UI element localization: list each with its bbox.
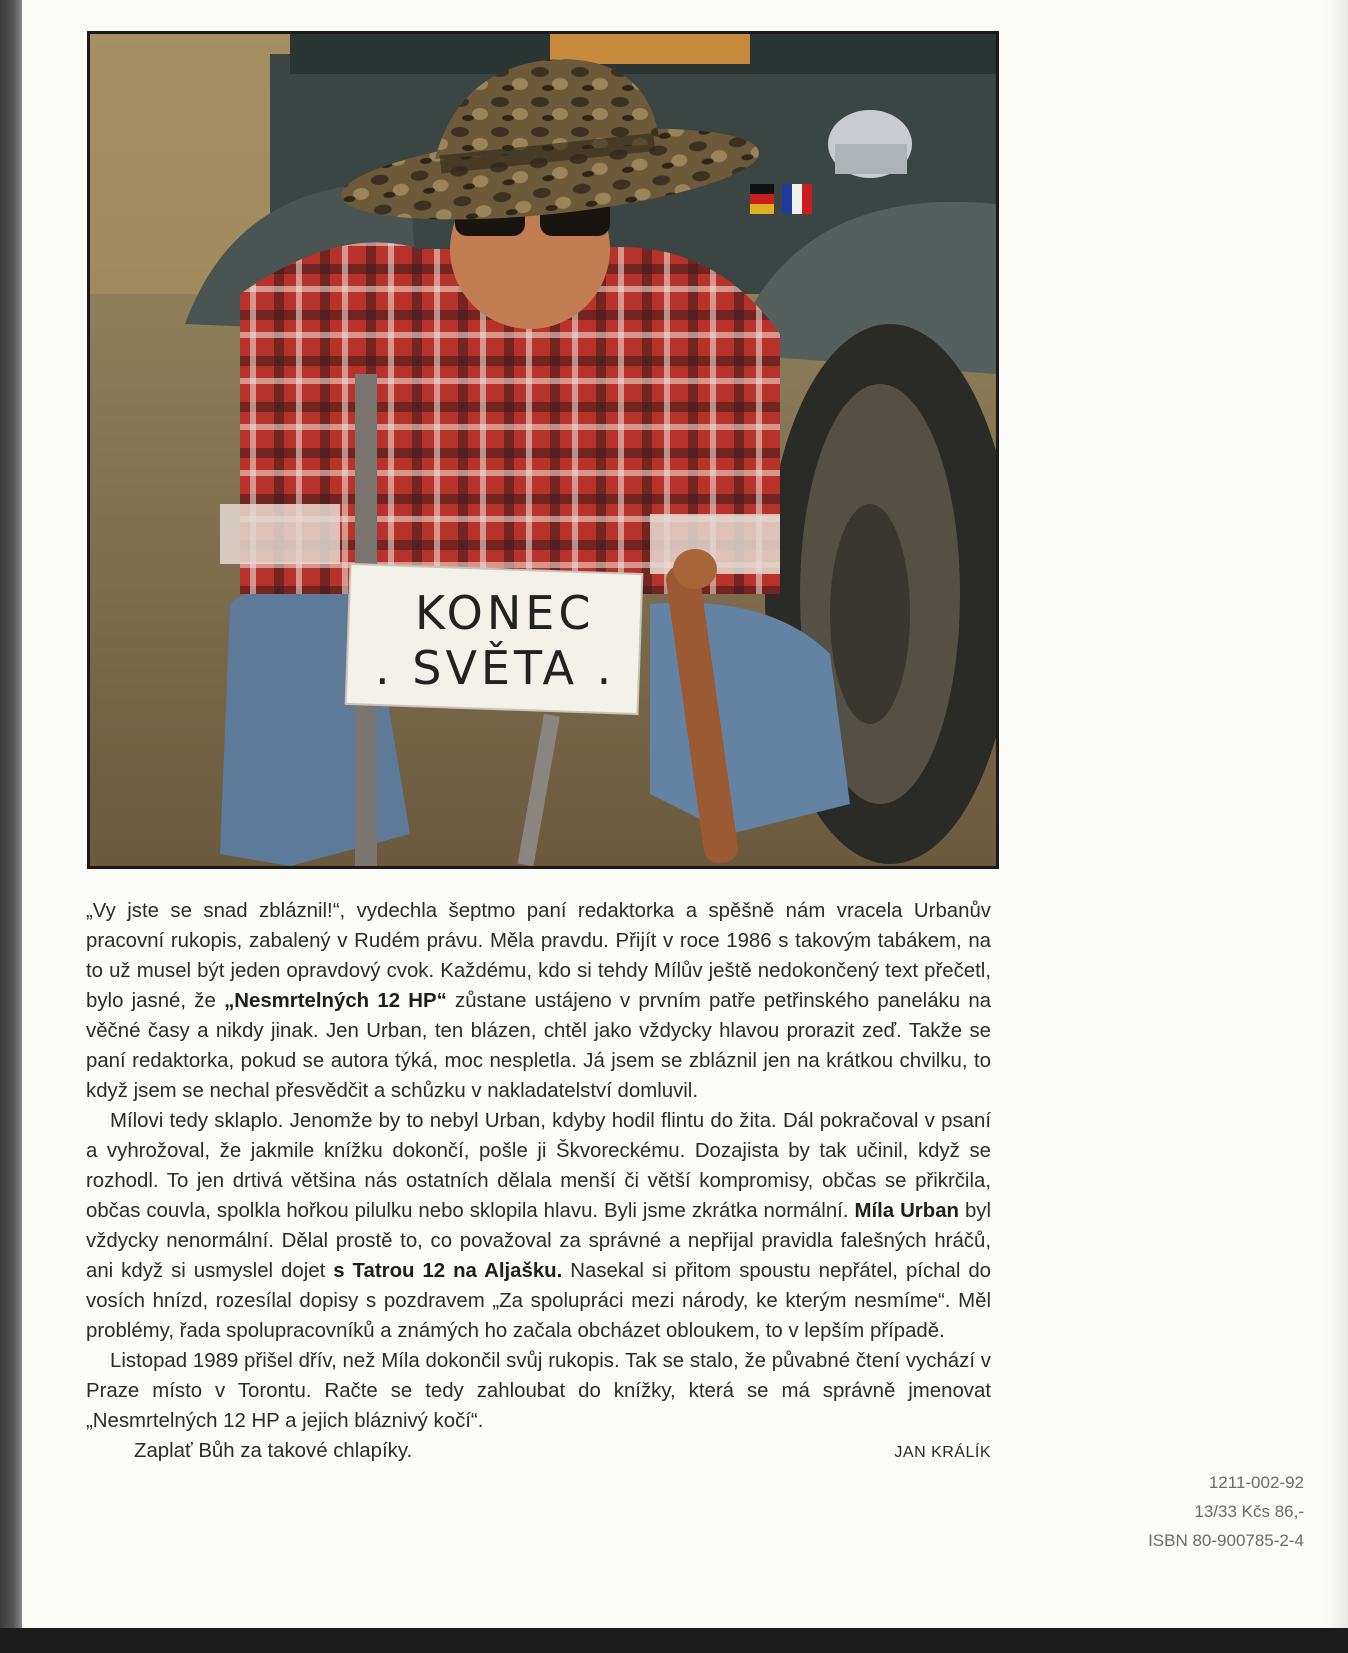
isbn: ISBN 80-900785-2-4	[1148, 1531, 1304, 1550]
cover-photo	[87, 31, 999, 869]
closing-line	[86, 1436, 991, 1468]
author-signature: JAN KRÁLÍK	[894, 1444, 991, 1461]
paragraph-1: „Vy jste se snad zbláznil!“, vydechla šeptmo paní redaktorka a spěšně nám vracela Urbanův pracovní rukopis, zabalený v Rudém právu. Měla pravdu. Přijít v roce 1986 s takovým tabákem, na to už musel být jeden opravdový cvok. Každému, kdo si tehdy Mílův ještě nedokončený text přečetl, bylo jasné, že „Nesmrtelných 12 HP“ zůstane ustájeno v prvním patře petřinského paneláku na věčné časy a nikdy jinak. Jen Urban, ten blázen, chtěl jako vždycky hlavou prorazit zeď. Takže se paní redaktorka, pokud se autora týká, moc nespletla. Já jsem se zbláznil jen na krátkou chvilku, to když jsem se nechal přesvědčit a schůzku v nakladatelství domluvil.	[86, 900, 991, 1102]
closing-sentence: Zaplať Bůh za takové chlapíky.	[134, 1440, 413, 1462]
sign-line-1: KONEC	[415, 586, 595, 640]
book-spine	[0, 0, 22, 1653]
foreword-text	[86, 896, 991, 1468]
page-edge	[1326, 0, 1348, 1628]
paragraph-2: Mílovi tedy sklaplo. Jenomže by to nebyl Urban, kdyby hodil flintu do žita. Dál pokračoval v psaní a vyhrožoval, že jakmile knížku dokončí, pošle ji Škvoreckému. Dozajista by tak učinil, když se rozhodl. To jen drtivá většina nás ostatních dělala menší či větší kompromisy, občas se přikrčila, občas couvla, spolkla hořkou pilulku nebo sklopila hlavu. Byli jsme zkrátka normální. Míla Urban byl vždycky nenormální. Dělal prostě to, co považoval za správné a nepřijal pravidla falešných hráčů, ani když si usmyslel dojet s Tatrou 12 na Aljašku. Nasekal si přitom spoustu nepřátel, píchal do vosích hnízd, rozesílal dopisy s pozdravem „Za spolupráci mezi národy, ke kterým nesmíme“. Měl problémy, řada spolupracovníků a známých ho začala obcházet obloukem, to v lepším případě.	[86, 1110, 992, 1342]
publication-info	[1060, 1468, 1304, 1555]
bottom-shadow-band	[0, 1628, 1348, 1653]
publication-code: 1211-002-92	[1208, 1473, 1304, 1492]
price: 13/33 Kčs 86,-	[1194, 1502, 1304, 1521]
paragraph-3: Listopad 1989 přišel dřív, než Míla dokončil svůj rukopis. Tak se stalo, že půvabné čtení vychází v Praze místo v Torontu. Račte se tedy zahloubat do knížky, která se má správně jmenovat „Nesmrtelných 12 HP a jejich bláznivý kočí“.	[86, 1350, 991, 1432]
sign-line-2: . SVĚTA .	[375, 641, 616, 695]
photo-man-with-sign-icon	[90, 34, 996, 866]
